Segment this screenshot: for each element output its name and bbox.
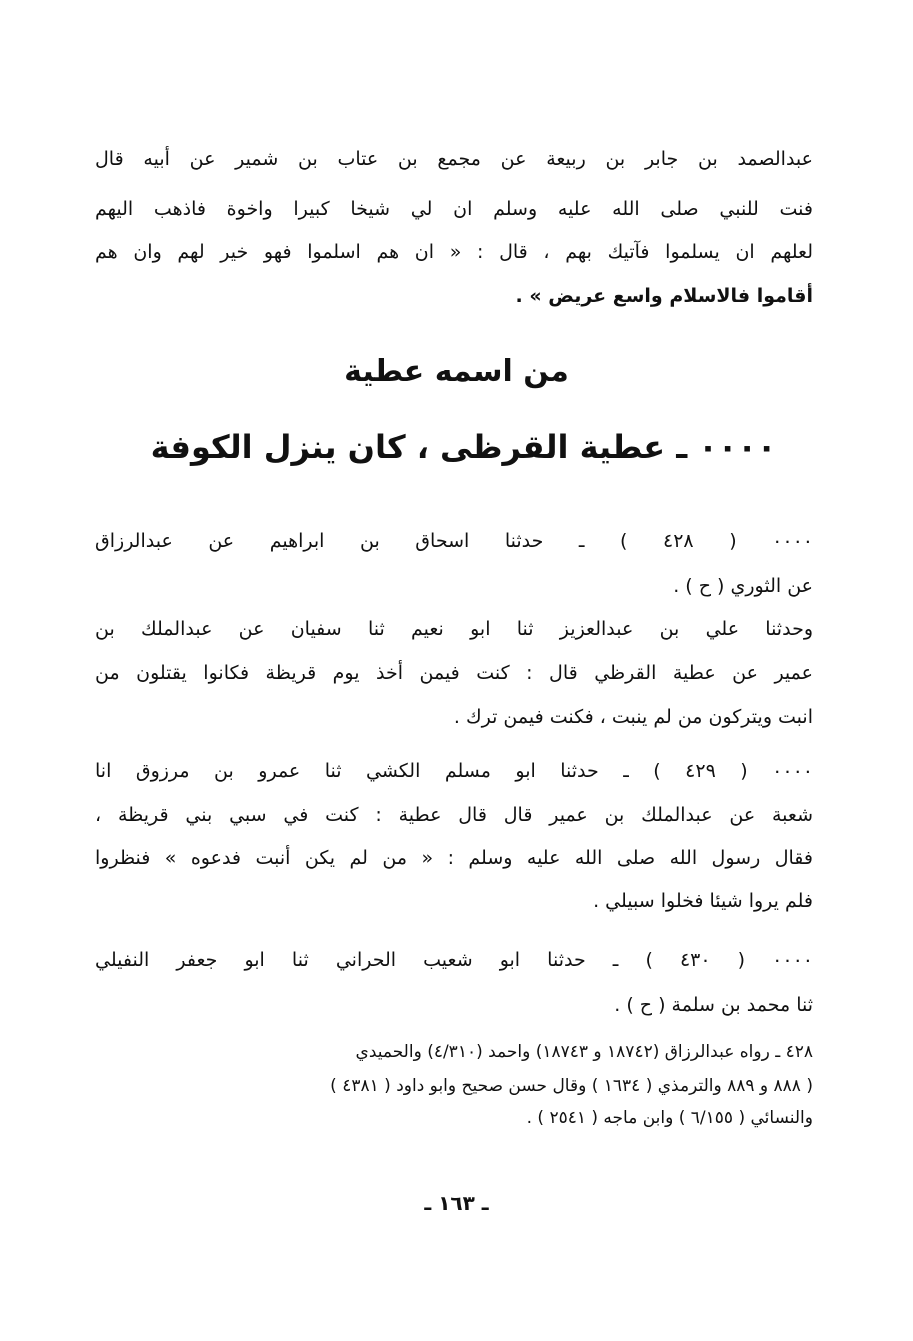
hadith-430-line-2: ثنا محمد بن سلمة ( ح ) . bbox=[614, 994, 813, 1016]
hadith-430-line-1: ٠٠٠٠ ( ٤٣٠ ) ـ حدثنا ابو شعيب الحراني ثنا ابو جعفر النفيلي bbox=[95, 949, 813, 971]
footnote-line-2: ( ٨٨٨ و ٨٨٩ والترمذي ( ١٦٣٤ ) وقال حسن صحيح وابو داود ( ٤٣٨١ ) bbox=[330, 1076, 813, 1096]
hadith-429-line-3: فقال رسول الله صلى الله عليه وسلم : « من لم يكن أنبت فدعوه » فنظروا bbox=[95, 847, 813, 869]
page-number: ـ ١٦٣ ـ bbox=[424, 1191, 489, 1215]
hadith-429-line-2: شعبة عن عبدالملك بن عمير قال قال عطية : كنت في سبي بني قريظة ، bbox=[95, 804, 813, 826]
intro-line-3: لعلهم ان يسلموا فآتيك بهم ، قال : « ان هم اسلموا فهو خير لهم وان هم bbox=[95, 241, 813, 263]
hadith-429-line-1: ٠٠٠٠ ( ٤٢٩ ) ـ حدثنا ابو مسلم الكشي ثنا عمرو بن مرزوق انا bbox=[95, 760, 813, 782]
intro-line-1: عبدالصمد بن جابر بن ربيعة عن مجمع بن عتاب بن شمير عن أبيه قال bbox=[95, 148, 813, 170]
footnote-line-3: والنسائي ( ٦/١٥٥ ) وابن ماجه ( ٢٥٤١ ) . bbox=[526, 1108, 813, 1128]
hadith-428c-line-1: وحدثنا علي بن عبدالعزيز ثنا ابو نعيم ثنا سفيان عن عبدالملك بن bbox=[95, 618, 813, 640]
entry-heading: ٠٠٠٠ ـ عطية القرظى ، كان ينزل الكوفة bbox=[150, 428, 777, 466]
hadith-428-line-1: ٠٠٠٠ ( ٤٢٨ ) ـ حدثنا اسحاق بن ابراهيم عن عبدالرزاق bbox=[95, 530, 813, 552]
section-heading: من اسمه عطية bbox=[344, 354, 569, 389]
hadith-428-line-2: عن الثوري ( ح ) . bbox=[673, 575, 813, 597]
intro-line-2: فنت للنبي صلى الله عليه وسلم ان لي شيخا كبيرا واخوة فاذهب اليهم bbox=[95, 198, 813, 220]
hadith-428c-line-2: عمير عن عطية القرظي قال : كنت فيمن أخذ يوم قريظة فكانوا يقتلون من bbox=[95, 662, 813, 684]
hadith-428c-line-3: انبت ويتركون من لم ينبت ، فكنت فيمن ترك . bbox=[453, 706, 813, 728]
footnote-line-1: ٤٢٨ ـ رواه عبدالرزاق (١٨٧٤٢ و ١٨٧٤٣) واحمد (٤/٣١٠) والحميدي bbox=[355, 1042, 813, 1062]
intro-line-4: أقاموا فالاسلام واسع عريض » . bbox=[515, 285, 813, 307]
hadith-429-line-4: فلم يروا شيئا فخلوا سبيلي . bbox=[593, 890, 813, 912]
